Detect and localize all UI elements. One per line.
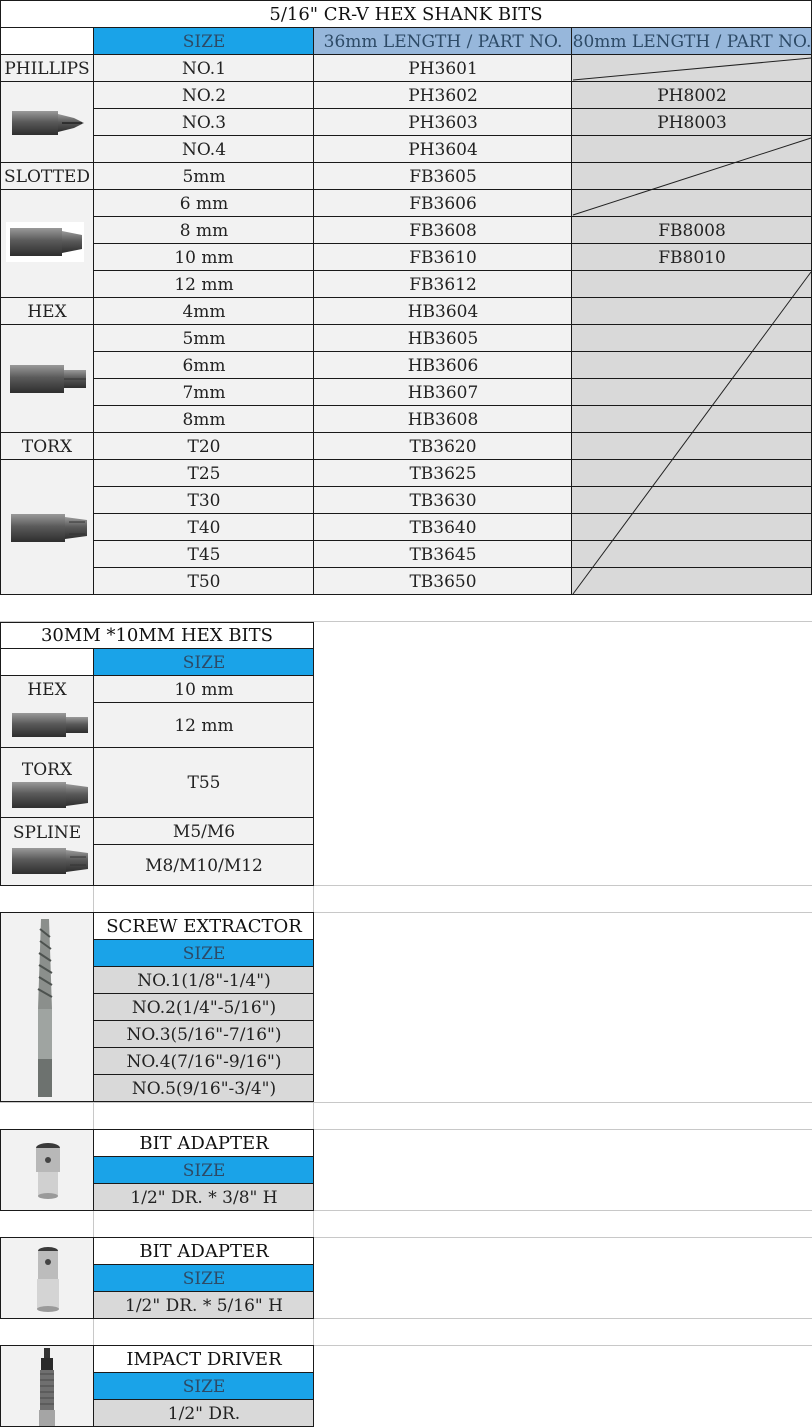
grid-line (0, 1101, 314, 1102)
grid-line (0, 297, 94, 298)
grid-line (94, 540, 812, 541)
grid-line (93, 885, 94, 912)
table-row: T55 (94, 748, 314, 818)
grid-line (93, 1129, 94, 1211)
size-cell: T25 (94, 460, 314, 487)
table-row: M5/M6 (94, 818, 314, 845)
grid-line (94, 1047, 314, 1048)
part-36mm-cell: HB3607 (314, 379, 572, 406)
grid-line (314, 1318, 812, 1319)
impact-driver-icon (36, 1348, 58, 1426)
grid-line (0, 1129, 314, 1130)
grid-line (0, 622, 314, 623)
blank-header-cell (0, 649, 94, 676)
grid-line (94, 1291, 314, 1292)
adapter2-title: BIT ADAPTER (94, 1238, 314, 1265)
grid-line (0, 912, 1, 1102)
grid-line (94, 939, 314, 940)
hex-bits-30-title: 30MM *10MM HEX BITS (0, 622, 314, 649)
table-row: 1/2" DR. * 3/8" H (94, 1184, 314, 1211)
extractor-title: SCREW EXTRACTOR (94, 913, 314, 940)
hex-30-group-cell (0, 676, 94, 748)
36mm-header: 36mm LENGTH / PART NO. (314, 28, 572, 55)
size-header: SIZE (94, 1373, 314, 1400)
table-row: 1/2" DR. (94, 1400, 314, 1427)
spline-30-group-cell (0, 818, 94, 886)
grid-line (94, 1264, 314, 1265)
grid-line (0, 432, 94, 433)
grid-line (93, 1102, 94, 1129)
grid-line (0, 1129, 1, 1211)
size-cell: NO.1 (94, 55, 314, 82)
impact-image-cell (0, 1346, 94, 1427)
grid-line (313, 1237, 314, 1319)
grid-line (94, 432, 812, 433)
grid-line (93, 1345, 94, 1427)
grid-line (0, 27, 812, 28)
size-cell: 6mm (94, 352, 314, 379)
grid-line (93, 1318, 94, 1345)
size-header: SIZE (94, 28, 314, 55)
group-label-slotted: SLOTTED (0, 163, 94, 190)
part-80mm-cell: PH8002 (572, 82, 812, 109)
grid-line (0, 189, 94, 190)
grid-line (571, 28, 572, 595)
part-36mm-cell: TB3650 (314, 568, 572, 595)
size-cell: NO.4 (94, 136, 314, 163)
grid-line (0, 1318, 314, 1319)
size-cell: 4mm (94, 298, 314, 325)
grid-line (0, 1345, 314, 1346)
group-label-torx: TORX (21, 760, 73, 780)
grid-line (313, 1129, 314, 1211)
grid-line (0, 1210, 314, 1211)
grid-line (94, 297, 812, 298)
grid-line (94, 1399, 314, 1400)
grid-line (0, 162, 94, 163)
size-cell: NO.3 (94, 109, 314, 136)
empty-cell-diagonals (0, 0, 812, 600)
bit-adapter-icon (34, 1246, 62, 1312)
size-cell: 5mm (94, 325, 314, 352)
part-36mm-cell: TB3625 (314, 460, 572, 487)
grid-line (94, 54, 812, 55)
hex-bit-icon (12, 712, 88, 738)
part-80mm-cell: PH8003 (572, 109, 812, 136)
grid-line (0, 594, 812, 595)
impact-title: IMPACT DRIVER (94, 1346, 314, 1373)
size-header: SIZE (94, 940, 314, 967)
size-cell: NO.2 (94, 82, 314, 109)
grid-line (313, 1102, 314, 1129)
size-cell: 12 mm (94, 271, 314, 298)
table-row: 12 mm (94, 703, 314, 748)
torx-30-group-cell (0, 748, 94, 818)
grid-line (313, 622, 314, 886)
table-row: NO.1(1/8"-1/4") (94, 967, 314, 994)
grid-line (93, 28, 94, 595)
grid-line (0, 1237, 1, 1319)
grid-line (94, 108, 812, 109)
part-36mm-cell: HB3606 (314, 352, 572, 379)
screw-extractor-icon (32, 919, 58, 1097)
grid-line (0, 459, 94, 460)
grid-line (94, 216, 812, 217)
grid-line (94, 1156, 314, 1157)
grid-line (93, 649, 94, 886)
grid-line (0, 1102, 812, 1103)
group-label-spline: SPLINE (12, 823, 82, 843)
adapter1-title: BIT ADAPTER (94, 1130, 314, 1157)
grid-line (94, 351, 812, 352)
grid-line (94, 324, 812, 325)
part-36mm-cell: HB3605 (314, 325, 572, 352)
torx-bit-icon (12, 780, 88, 810)
table-row: 10 mm (94, 676, 314, 703)
size-cell: 6 mm (94, 190, 314, 217)
table-row: 1/2" DR. * 5/16" H (94, 1292, 314, 1319)
part-36mm-cell: FB3612 (314, 271, 572, 298)
grid-line (94, 459, 812, 460)
grid-line (313, 885, 314, 912)
size-cell: T30 (94, 487, 314, 514)
adapter2-image-cell (0, 1238, 94, 1319)
grid-line (94, 189, 812, 190)
grid-line (94, 81, 812, 82)
grid-line (0, 0, 812, 1)
size-cell: 10 mm (94, 244, 314, 271)
grid-line (313, 28, 314, 595)
part-36mm-cell: PH3601 (314, 55, 572, 82)
grid-line (0, 912, 314, 913)
size-cell: 8 mm (94, 217, 314, 244)
part-36mm-cell: FB3610 (314, 244, 572, 271)
grid-line (93, 912, 94, 1102)
part-36mm-cell: TB3645 (314, 541, 572, 568)
group-label-hex: HEX (27, 680, 67, 700)
size-cell: 5mm (94, 163, 314, 190)
grid-line (0, 1345, 1, 1427)
grid-line (94, 1372, 314, 1373)
part-36mm-cell: FB3608 (314, 217, 572, 244)
grid-line (0, 885, 314, 886)
grid-line (94, 135, 812, 136)
size-header: SIZE (94, 1265, 314, 1292)
table-row: NO.3(5/16"-7/16") (94, 1021, 314, 1048)
grid-line (313, 1210, 314, 1237)
part-36mm-cell: TB3620 (314, 433, 572, 460)
spline-bit-icon (12, 846, 88, 876)
grid-line (0, 648, 314, 649)
group-label-hex: HEX (0, 298, 94, 325)
grid-line (94, 162, 812, 163)
part-36mm-cell: PH3604 (314, 136, 572, 163)
table-row: NO.5(9/16"-3/4") (94, 1075, 314, 1102)
size-cell: T20 (94, 433, 314, 460)
grid-line (94, 486, 812, 487)
part-36mm-cell: TB3630 (314, 487, 572, 514)
hex-shank-title: 5/16" CR-V HEX SHANK BITS (0, 0, 812, 28)
part-80mm-cell: FB8010 (572, 244, 812, 271)
size-header: SIZE (94, 1157, 314, 1184)
grid-line (94, 243, 812, 244)
grid-line (93, 1210, 94, 1237)
grid-line (313, 1345, 314, 1427)
grid-line (314, 1210, 812, 1211)
grid-line (94, 567, 812, 568)
bit-adapter-icon (34, 1142, 62, 1200)
grid-line (94, 993, 314, 994)
part-36mm-cell: HB3608 (314, 406, 572, 433)
grid-line (93, 1237, 94, 1319)
grid-line (94, 702, 314, 703)
grid-line (94, 1020, 314, 1021)
grid-line (94, 513, 812, 514)
part-36mm-cell: HB3604 (314, 298, 572, 325)
grid-line (0, 747, 314, 748)
size-cell: T45 (94, 541, 314, 568)
part-36mm-cell: FB3606 (314, 190, 572, 217)
part-36mm-cell: PH3602 (314, 82, 572, 109)
extractor-image-cell (0, 913, 94, 1102)
grid-line (0, 622, 1, 886)
group-label-torx: TORX (0, 433, 94, 460)
table-row: NO.4(7/16"-9/16") (94, 1048, 314, 1075)
grid-line (0, 675, 314, 676)
table-row: M8/M10/M12 (94, 845, 314, 886)
part-80mm-cell: FB8008 (572, 217, 812, 244)
grid-line (0, 817, 314, 818)
size-cell: 7mm (94, 379, 314, 406)
80mm-header: 80mm LENGTH / PART NO. (572, 28, 812, 55)
grid-line (0, 54, 94, 55)
grid-line (313, 1318, 314, 1345)
grid-line (94, 405, 812, 406)
adapter1-image-cell (0, 1130, 94, 1211)
grid-line (94, 1074, 314, 1075)
part-36mm-cell: FB3605 (314, 163, 572, 190)
grid-line (313, 912, 314, 1102)
group-label-phillips: PHILLIPS (0, 55, 94, 82)
grid-line (94, 1183, 314, 1184)
size-cell: T40 (94, 514, 314, 541)
grid-line (0, 0, 1, 595)
grid-line (0, 324, 94, 325)
grid-line (0, 81, 94, 82)
size-cell: 8mm (94, 406, 314, 433)
grid-line (94, 378, 812, 379)
part-36mm-cell: TB3640 (314, 514, 572, 541)
table-row: NO.2(1/4"-5/16") (94, 994, 314, 1021)
size-cell: T50 (94, 568, 314, 595)
grid-line (0, 1237, 314, 1238)
grid-line (94, 844, 314, 845)
grid-line (94, 966, 314, 967)
part-36mm-cell: PH3603 (314, 109, 572, 136)
size-header: SIZE (94, 649, 314, 676)
grid-line (94, 270, 812, 271)
